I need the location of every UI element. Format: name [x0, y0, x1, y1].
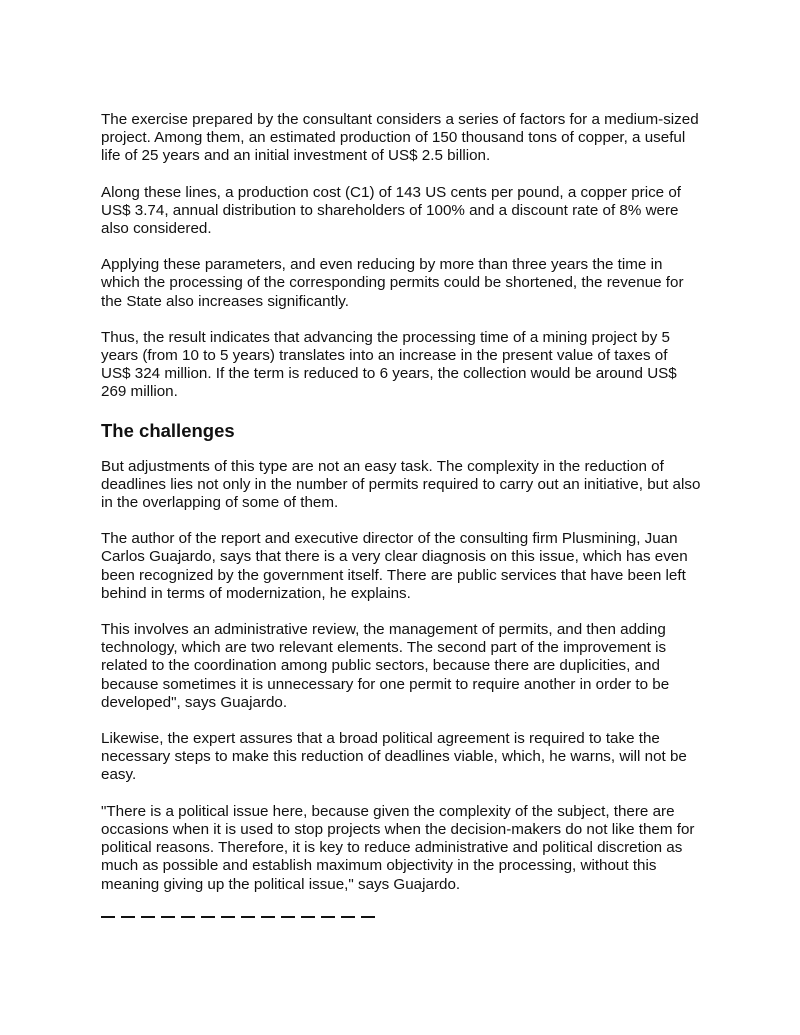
paragraph-administrative-review: This involves an administrative review, the management of permits, and then adding technology, which are two relevant elements. The second part of the improvement is related to the coordination among public sectors, because there are duplicities, and because sometimes it is unnecessary for one permit to require another in order to be developed", says Guajardo.: [101, 621, 670, 711]
divider-dash: [121, 916, 135, 918]
paragraph-factors: The exercise prepared by the consultant considers a series of factors for a medium-sized project. Among them, an estimated production of 150 thousand tons of copper, a useful life of 25 years and an initial investment of US$ 2.5 billion.: [101, 111, 699, 165]
paragraph-political-issue-quote: "There is a political issue here, because given the complexity of the subject, there are occasions when it is used to stop projects when the decision-makers do not like them for political reasons. Therefore, it is key to reduce administrative and political discretion as much as possible and establish maximum objectivity in the processing, without this meaning giving up the political issue," says Guajardo.: [101, 802, 695, 893]
divider-dash: [101, 916, 115, 918]
divider-dash: [341, 916, 355, 918]
divider-dash: [241, 916, 255, 918]
paragraph-author: The author of the report and executive director of the consulting firm Plusmining, Juan Carlos Guajardo, says that there is a very clear diagnosis on this issue, which has even been recognized by the government itself. There are public services that have been left behind in terms of modernization, he explains.: [101, 530, 688, 602]
paragraph-parameters: Applying these parameters, and even reducing by more than three years the time in which the processing of the corresponding permits could be shortened, the revenue for the State also increases significantly.: [101, 256, 684, 310]
divider-dash: [181, 916, 195, 918]
divider-dash: [321, 916, 335, 918]
paragraph-assumptions: Along these lines, a production cost (C1) of 143 US cents per pound, a copper price of US$ 3.74, annual distribution to shareholders of 100% and a discount rate of 8% were also considered.: [101, 183, 681, 238]
divider-dash: [221, 916, 235, 918]
divider-dash: [201, 916, 215, 918]
paragraph-adjustments: But adjustments of this type are not an easy task. The complexity in the reduction of deadlines lies not only in the number of permits required to carry out an initiative, but also in the overlapping of some of them.: [101, 457, 701, 512]
divider-dash: [281, 916, 295, 918]
divider-dash: [161, 916, 175, 918]
paragraph-political-agreement: Likewise, the expert assures that a broad political agreement is required to take the necessary steps to make this reduction of deadlines viable, which, he warns, will not be easy.: [101, 730, 687, 784]
divider-dash: [141, 916, 155, 918]
divider-dash: [301, 916, 315, 918]
article-body: [101, 111, 701, 918]
dashed-divider: [101, 916, 701, 918]
divider-dash: [261, 916, 275, 918]
paragraph-result: Thus, the result indicates that advancing the processing time of a mining project by 5 years (from 10 to 5 years) translates into an increase in the present value of taxes of US$ 324 million. If the term is reduced to 6 years, the collection would be around US$ 269 million.: [101, 328, 677, 401]
divider-dash: [361, 916, 375, 918]
section-heading-challenges: The challenges: [101, 419, 235, 441]
